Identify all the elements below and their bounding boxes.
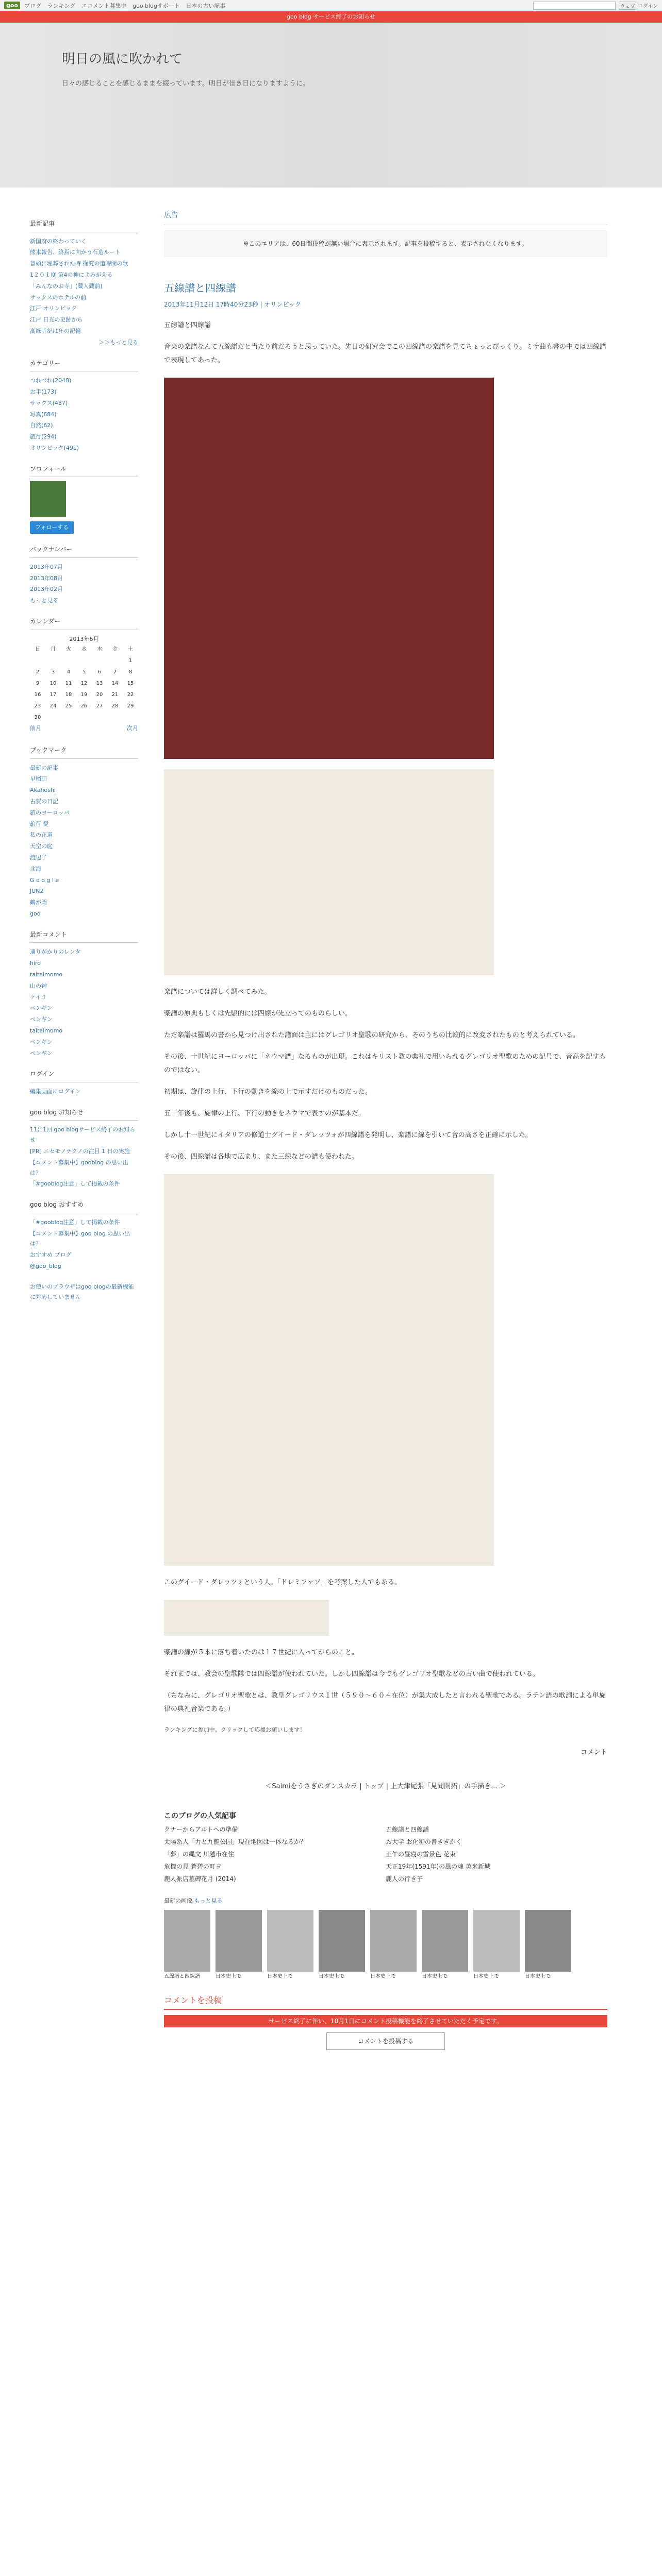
photo-thumb[interactable] <box>164 1910 210 1972</box>
recent-title: 最新記事 <box>30 218 138 232</box>
goo2-item[interactable]: 「#gooblog注意」して掲載の条件 <box>30 1218 120 1226</box>
calendar-day: 12 <box>80 681 88 687</box>
top-link[interactable]: 日本の古い記事 <box>186 2 226 9</box>
recent-item[interactable]: 「みんなのお寺」(蔵人蔵前) <box>30 282 103 290</box>
goo-item[interactable]: 11に1回 goo blogサービス終了のお知らせ <box>30 1126 136 1144</box>
calendar-head: 土 <box>128 647 133 653</box>
bookmark-item[interactable]: goo <box>30 910 41 918</box>
post-paragraph: このグイード・ダレッツォという人。「ドレミファソ」を考案した人でもある。 <box>164 1579 401 1586</box>
calendar-head: 水 <box>81 647 87 653</box>
calendar-day: 15 <box>127 681 134 687</box>
bookmark-item[interactable]: 私の花道 <box>30 832 53 839</box>
calendar-day: 25 <box>65 703 72 709</box>
post-paragraph: その後、十世紀にヨーロッパに「ネウマ譜」なるものが出現。これはキリスト教の典礼で用いられるグレゴリオ聖歌のための記号で、音高を記すものではない。 <box>164 1053 606 1074</box>
goo-item[interactable]: 【コメント募集中】gooblog の思い出は？ <box>30 1159 128 1176</box>
comments-title: 最新コメント <box>30 929 138 943</box>
popular-list <box>164 1823 607 1885</box>
blog-subtitle: 日々の感じることを感じるままを綴っています。明日が佳き日になりますように。 <box>62 80 309 88</box>
photo-caption: 日本史上で <box>267 1974 293 1979</box>
comment-item[interactable]: ペンギン <box>30 1016 53 1023</box>
popular-item[interactable]: 五線譜と四線譜 <box>386 1826 429 1833</box>
photo-caption: 日本史上で <box>370 1974 396 1979</box>
main-content <box>164 208 607 2050</box>
comment-item[interactable]: 山の神 <box>30 982 47 989</box>
calendar-day: 21 <box>111 692 119 698</box>
recent-item[interactable]: 江戸 オリンピック <box>30 305 77 312</box>
popular-item[interactable]: お大学 お化粧の書きぎかく <box>386 1838 462 1845</box>
recent-list <box>30 236 138 336</box>
category-title: カテゴリー <box>30 358 138 372</box>
post-paragraph: 初期は、旋律の上行、下行の動きを線の上で示すだけのものだった。 <box>164 1088 372 1096</box>
more-link[interactable]: ＞＞もっと見る <box>98 338 138 346</box>
avatar[interactable] <box>30 481 66 517</box>
post-paragraph: 楽譜の線が５本に落ち着いたのは１７世紀に入ってからのこと。 <box>164 1649 359 1656</box>
recent-photos-label: 最新の画像 <box>164 1897 192 1904</box>
recent-item[interactable]: 江戸 日光の史跡から <box>30 316 83 324</box>
comment-item[interactable]: taitaimomo <box>30 971 63 978</box>
category-item[interactable]: お手(173) <box>30 388 57 395</box>
calendar-day <box>30 655 45 667</box>
bookmark-item[interactable]: 鶴が岡 <box>30 899 47 906</box>
popular-title: このブログの人気記事 <box>164 1812 236 1820</box>
calendar-head: 金 <box>112 647 118 653</box>
ad-label: 広告 <box>164 208 607 225</box>
service-notice[interactable]: goo blog サービス終了のお知らせ <box>0 11 662 23</box>
photo-thumb[interactable] <box>267 1910 313 1972</box>
category-item[interactable]: つれづれ(2048) <box>30 377 72 384</box>
bookmark-item[interactable]: G o o g l e <box>30 876 59 884</box>
photo-caption: 日本史上で <box>525 1974 551 1979</box>
post-comment-heading: コメントを投稿 <box>164 1992 607 2010</box>
calendar-day: 3 <box>51 669 55 675</box>
calendar-day: 20 <box>96 692 103 698</box>
popular-item[interactable]: クナーからアルトへの準備 <box>164 1826 238 1833</box>
backnumber-more[interactable]: もっと見る <box>30 597 58 604</box>
calendar <box>30 644 138 723</box>
submit-comment-button[interactable]: コメントを投稿する <box>326 2032 445 2050</box>
calendar-day: 29 <box>127 703 134 709</box>
calendar-day <box>92 655 107 667</box>
calendar-head: 火 <box>66 647 71 653</box>
recent-item[interactable]: 1２０１度 第4の神によみがえる <box>30 271 113 278</box>
category-item[interactable]: サックス(437) <box>30 399 68 406</box>
calendar-head: 月 <box>51 647 56 653</box>
recent-item[interactable]: 冒頭に埋葬された時 探究の道時間の歌 <box>30 260 128 267</box>
bookmark-item[interactable]: 古賀の日記 <box>30 798 58 805</box>
recent-item[interactable]: 高緑寺紀は年の記憶 <box>30 327 81 334</box>
calendar-day: 7 <box>113 669 117 675</box>
post-paragraph: しかし十一世紀にイタリアの修道士グイード・ダレッツォが四線譜を発明し、楽譜に線を引いて音の高さを正確に示した。 <box>164 1131 532 1139</box>
post-paragraph: 五十年後も、旋律の上行、下行の動きをネウマで表すのが基本だ。 <box>164 1110 366 1117</box>
photo-caption: 日本史上で <box>319 1974 344 1979</box>
content-wrap <box>0 188 662 2050</box>
calendar-day: 9 <box>36 681 40 687</box>
post-paragraph: その後、四線譜は各地で広まり、また三線などの譜も使われた。 <box>164 1153 359 1161</box>
neume-photo[interactable] <box>164 1600 329 1636</box>
top-link[interactable]: ランキング <box>47 2 76 9</box>
comment-link[interactable]: コメント <box>580 1749 607 1756</box>
top-links <box>24 2 229 10</box>
goo2-title: goo blog おすすめ <box>30 1199 138 1213</box>
popular-item[interactable]: 「夢」の縄文 川越市在住 <box>164 1851 234 1858</box>
bookmark-item[interactable]: 旅のヨーロッパ <box>30 809 70 816</box>
recent-item[interactable]: 熊本報告、終焉に向かう石造ルート <box>30 249 121 256</box>
bookmark-item[interactable]: 北海 <box>30 865 41 872</box>
calendar-day <box>107 712 123 723</box>
calendar-day <box>107 655 123 667</box>
calendar-day: 19 <box>80 692 88 698</box>
bookmark-item[interactable]: 早稲田 <box>30 775 47 783</box>
bookmark-item[interactable]: 渡辺子 <box>30 854 47 861</box>
blog-header <box>0 23 662 188</box>
inactivity-notice: ※このエリアは、60日間投稿が無い場合に表示されます。記事を投稿すると、表示されなくなります。 <box>164 230 607 257</box>
popular-item[interactable]: 太陽系人「力と九龍公园」現在地図は一体なるか？ <box>164 1838 307 1845</box>
calendar-day <box>76 655 92 667</box>
login-link[interactable]: 編集画面にログイン <box>30 1088 81 1095</box>
calendar-day: 28 <box>111 703 119 709</box>
calendar-day: 4 <box>67 669 71 675</box>
category-item[interactable]: 自然(62) <box>30 422 53 429</box>
post-paragraph: 五線譜と四線譜 <box>164 321 211 329</box>
calendar-title: カレンダー <box>30 616 138 630</box>
book-cover-photo[interactable] <box>164 378 494 759</box>
bookmark-item[interactable]: 旅行 愛 <box>30 820 49 827</box>
category-item[interactable]: 旅行(294) <box>30 433 57 440</box>
photo-captions <box>164 1972 607 1982</box>
popular-item[interactable]: 危機の見 蒼碧の町ヨ <box>164 1863 222 1870</box>
cal-next[interactable]: 次月 <box>127 725 138 732</box>
comment-item[interactable]: ケイコ <box>30 993 46 1001</box>
recent-item[interactable]: サックスのホテルの前 <box>30 294 87 301</box>
top-link[interactable]: エコメント募集中 <box>81 2 127 9</box>
calendar-head: 木 <box>97 647 102 653</box>
open-book-photo[interactable] <box>164 769 494 975</box>
cal-prev[interactable]: 前月 <box>30 725 41 732</box>
post-meta[interactable]: 2013年11月12日 17時40分23秒 | オリンピック <box>164 301 301 308</box>
popular-item[interactable]: 鹿人の行き子 <box>386 1875 423 1883</box>
photo-thumb[interactable] <box>370 1910 417 1972</box>
profile-title: プロフィール <box>30 464 138 478</box>
goo2-item[interactable]: おすすめ ブログ <box>30 1251 72 1259</box>
search-button[interactable]: ウェブ <box>619 2 636 10</box>
goo-title: goo blog お知らせ <box>30 1107 138 1121</box>
backnumber-item[interactable]: 2013年08月 <box>30 574 63 582</box>
calendar-day: 30 <box>34 715 41 721</box>
calendar-day: 10 <box>49 681 57 687</box>
calendar-day <box>92 712 107 723</box>
calendar-day: 11 <box>65 681 72 687</box>
photo-caption: 五線譜と四線譜 <box>164 1974 200 1979</box>
post-paragraph: 楽譜の原典もしくは先駆的には四線が先立ってのものらしい。 <box>164 1010 352 1018</box>
ranking-text: ランキングに参加中。クリックして応援お願いします！ <box>164 1726 306 1733</box>
calendar-month: 2013年6月 <box>69 635 99 642</box>
calendar-day: 13 <box>96 681 103 687</box>
calendar-day <box>61 712 76 723</box>
recent-photos-title <box>164 1895 607 1907</box>
calendar-day: 1 <box>128 658 133 664</box>
post-paragraph: 音楽の楽譜なんて五線譜だと当たり前だろうと思っていた。先日の研究会でこの四線譜の楽譜を見てちょっとびっくり。ミサ曲も書の中では四線譜で表現してあった。 <box>164 343 607 364</box>
comment-item[interactable]: 通りがかりのレンタ <box>30 948 81 956</box>
photo-thumb[interactable] <box>216 1910 262 1972</box>
photo-thumb[interactable] <box>422 1910 468 1972</box>
goo-item[interactable]: [PR] ニセモノテクノの注目 1 日の実施 <box>30 1147 130 1155</box>
top-link[interactable]: ブログ <box>24 2 41 9</box>
calendar-day: 22 <box>127 692 134 698</box>
menu-link[interactable]: ログイン <box>637 4 658 9</box>
search-input[interactable] <box>533 2 616 10</box>
photo-thumb[interactable] <box>525 1910 571 1972</box>
calendar-day: 18 <box>65 692 72 698</box>
goo-item[interactable]: 「#gooblog注意」して掲載の条件 <box>30 1180 120 1188</box>
goo2-item[interactable]: 【コメント募集中】goo blog の思い出は？ <box>30 1230 130 1247</box>
popular-item[interactable]: 鹿人派店墓碑花月 (2014) <box>164 1875 236 1883</box>
photo-thumb[interactable] <box>319 1910 365 1972</box>
calendar-day <box>123 712 138 723</box>
comment-item[interactable]: hiro <box>30 960 41 967</box>
calendar-day: 16 <box>34 692 41 698</box>
calendar-day: 24 <box>49 703 57 709</box>
post-paragraph: ただ楽譜は羅馬の書から見つけ出された譜面は主にはグレゴリオ聖歌の研究から、そのうちの比較的に改変されたものと考えられている。 <box>164 1031 580 1039</box>
browser-footer: お使いのブラウザはgoo blogの最新機能に対応していません <box>30 1283 134 1300</box>
post-paragraph: 楽譜については詳しく調べてみた。 <box>164 988 271 996</box>
comment-item[interactable]: ペンギン <box>30 1005 53 1012</box>
blog-title[interactable]: 明日の風に吹かれて <box>62 52 183 67</box>
calendar-day <box>61 655 76 667</box>
recent-photos-more[interactable]: もっと見る <box>194 1897 223 1904</box>
calendar-day: 14 <box>111 681 119 687</box>
bookmark-item[interactable]: 天空の庭 <box>30 843 53 850</box>
photo-caption: 日本史上で <box>216 1974 241 1979</box>
bookmark-title: ブックマーク <box>30 745 138 759</box>
calendar-day <box>76 712 92 723</box>
backnumber-item[interactable]: 2013年07月 <box>30 563 63 570</box>
bookmark-item[interactable]: JUN2 <box>30 888 44 895</box>
backnumber-item[interactable]: 2013年02月 <box>30 586 63 593</box>
post-paragraph: （ちなみに、グレゴリオ聖歌とは、教皇グレゴリウス１世（５９０～６０４在位）が集大成したと言われる聖歌である。ラテン語の歌詞による単旋律の典礼音楽である。） <box>164 1692 606 1713</box>
calendar-day: 6 <box>97 669 102 675</box>
category-item[interactable]: オリンピック(491) <box>30 444 79 451</box>
goo-logo[interactable]: goo <box>4 2 20 9</box>
prev-next-nav[interactable]: ＜Saimiをうさぎのダンスカラ | トップ | 上大津尾張「見聞開拓」の手描き... ＞ <box>265 1783 506 1790</box>
calendar-day <box>45 655 61 667</box>
calendar-day: 26 <box>80 703 88 709</box>
post-paragraph: それまでは、教会の聖歌隊では四線譜が使われていた。しかし四線譜は今でもグレゴリオ聖歌などの古い曲で使われている。 <box>164 1670 539 1678</box>
photo-thumb[interactable] <box>473 1910 520 1972</box>
category-item[interactable]: 写真(684) <box>30 411 57 418</box>
comment-item[interactable]: ペンギン <box>30 1049 53 1057</box>
calendar-head: 日 <box>35 647 40 653</box>
calendar-day: 8 <box>128 669 133 675</box>
calendar-day: 23 <box>34 703 41 709</box>
comment-item[interactable]: taitaimomo <box>30 1027 63 1035</box>
bookmark-item[interactable]: 最新の記事 <box>30 764 58 771</box>
calendar-day <box>45 712 61 723</box>
login-title: ログイン <box>30 1069 138 1082</box>
calendar-day: 2 <box>36 669 40 675</box>
calendar-day: 5 <box>82 669 86 675</box>
popular-item[interactable]: 正午の昼寝の雪景色 花束 <box>386 1851 456 1858</box>
post-title[interactable]: 五線譜と四線譜 <box>164 282 236 294</box>
closing-notice[interactable]: サービス終了に伴い、10月1日にコメント投稿機能を終了させていただく予定です。 <box>164 2015 607 2027</box>
goo-extra[interactable]: @goo_blog <box>30 1262 61 1269</box>
top-link[interactable]: goo blogサポート <box>133 2 180 9</box>
sidebar <box>30 208 138 2050</box>
photo-caption: 日本史上で <box>473 1974 499 1979</box>
calendar-day: 17 <box>49 692 57 698</box>
backnumber-title: バックナンバー <box>30 544 138 558</box>
score-photo[interactable] <box>164 1174 494 1566</box>
popular-item[interactable]: 天正19年(1591年)の風の魂 英米新城 <box>386 1863 490 1870</box>
photo-caption: 日本史上で <box>422 1974 448 1979</box>
photo-strip <box>164 1910 607 1972</box>
top-bar <box>0 0 662 11</box>
comment-item[interactable]: ペンギン <box>30 1038 53 1045</box>
calendar-day: 27 <box>96 703 103 709</box>
follow-button[interactable]: フォローする <box>30 521 74 534</box>
bookmark-item[interactable]: Akahoshi <box>30 787 56 794</box>
recent-item[interactable]: 新国府の終わっていく <box>30 238 87 245</box>
